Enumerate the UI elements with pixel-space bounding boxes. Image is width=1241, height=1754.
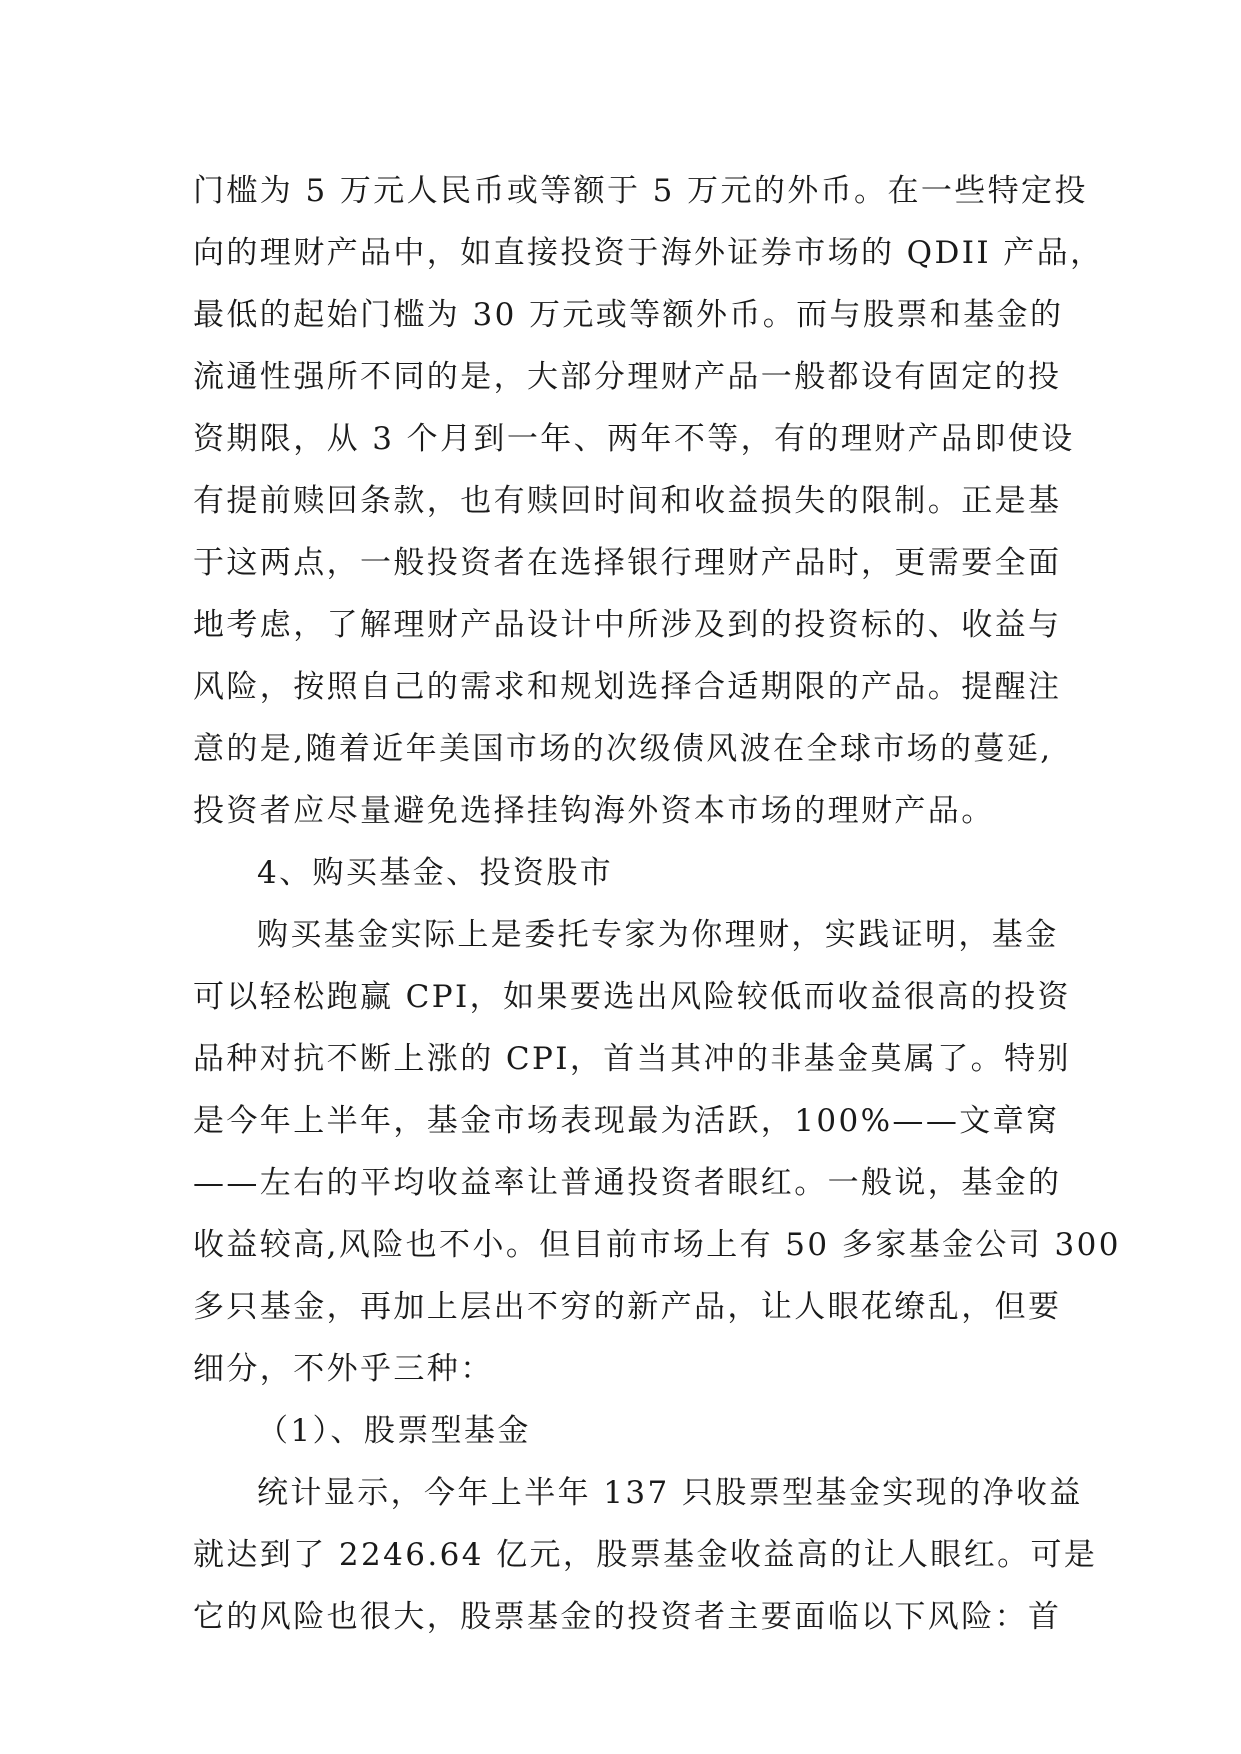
text-line-23: 就达到了 2246.64 亿元，股票基金收益高的让人眼红。可是	[193, 1537, 1098, 1573]
body-text	[193, 160, 1121, 1648]
text-line-14: 可以轻松跑赢 CPI，如果要选出风险较低而收益很高的投资	[193, 979, 1071, 1015]
text-line-4: 流通性强所不同的是，大部分理财产品一般都设有固定的投	[193, 359, 1062, 395]
text-line-15: 品种对抗不断上涨的 CPI，首当其冲的非基金莫属了。特别	[193, 1041, 1071, 1077]
section-heading-4: 4、购买基金、投资股市	[257, 855, 614, 891]
text-line-16: 是今年上半年，基金市场表现最为活跃，100%——文章窝	[193, 1103, 1060, 1139]
subsection-heading-1: （1）、股票型基金	[257, 1413, 531, 1449]
text-line-24: 它的风险也很大，股票基金的投资者主要面临以下风险：首	[193, 1599, 1062, 1635]
text-line-18: 收益较高,风险也不小。但目前市场上有 50 多家基金公司 300	[193, 1227, 1121, 1263]
text-line-2: 向的理财产品中，如直接投资于海外证券市场的 QDII 产品，	[193, 235, 1104, 271]
text-line-3: 最低的起始门槛为 30 万元或等额外币。而与股票和基金的	[193, 297, 1064, 333]
text-line-11: 投资者应尽量避免选择挂钩海外资本市场的理财产品。	[193, 793, 995, 829]
text-line-22: 统计显示，今年上半年 137 只股票型基金实现的净收益	[257, 1475, 1083, 1511]
text-line-6: 有提前赎回条款，也有赎回时间和收益损失的限制。正是基	[193, 483, 1062, 519]
text-line-17: ——左右的平均收益率让普通投资者眼红。一般说，基金的	[193, 1165, 1062, 1201]
text-line-5: 资期限，从 3 个月到一年、两年不等，有的理财产品即使设	[193, 421, 1075, 457]
text-line-9: 风险，按照自己的需求和规划选择合适期限的产品。提醒注	[193, 669, 1062, 705]
text-line-7: 于这两点，一般投资者在选择银行理财产品时，更需要全面	[193, 545, 1062, 581]
text-line-13: 购买基金实际上是委托专家为你理财，实践证明，基金	[257, 917, 1059, 953]
text-line-1: 门槛为 5 万元人民币或等额于 5 万元的外币。在一些特定投	[193, 173, 1088, 209]
text-line-19: 多只基金，再加上层出不穷的新产品，让人眼花缭乱，但要	[193, 1289, 1062, 1325]
text-line-20: 细分，不外乎三种：	[193, 1351, 494, 1387]
text-line-8: 地考虑，了解理财产品设计中所涉及到的投资标的、收益与	[193, 607, 1062, 643]
text-line-10: 意的是,随着近年美国市场的次级债风波在全球市场的蔓延,	[193, 731, 1053, 767]
